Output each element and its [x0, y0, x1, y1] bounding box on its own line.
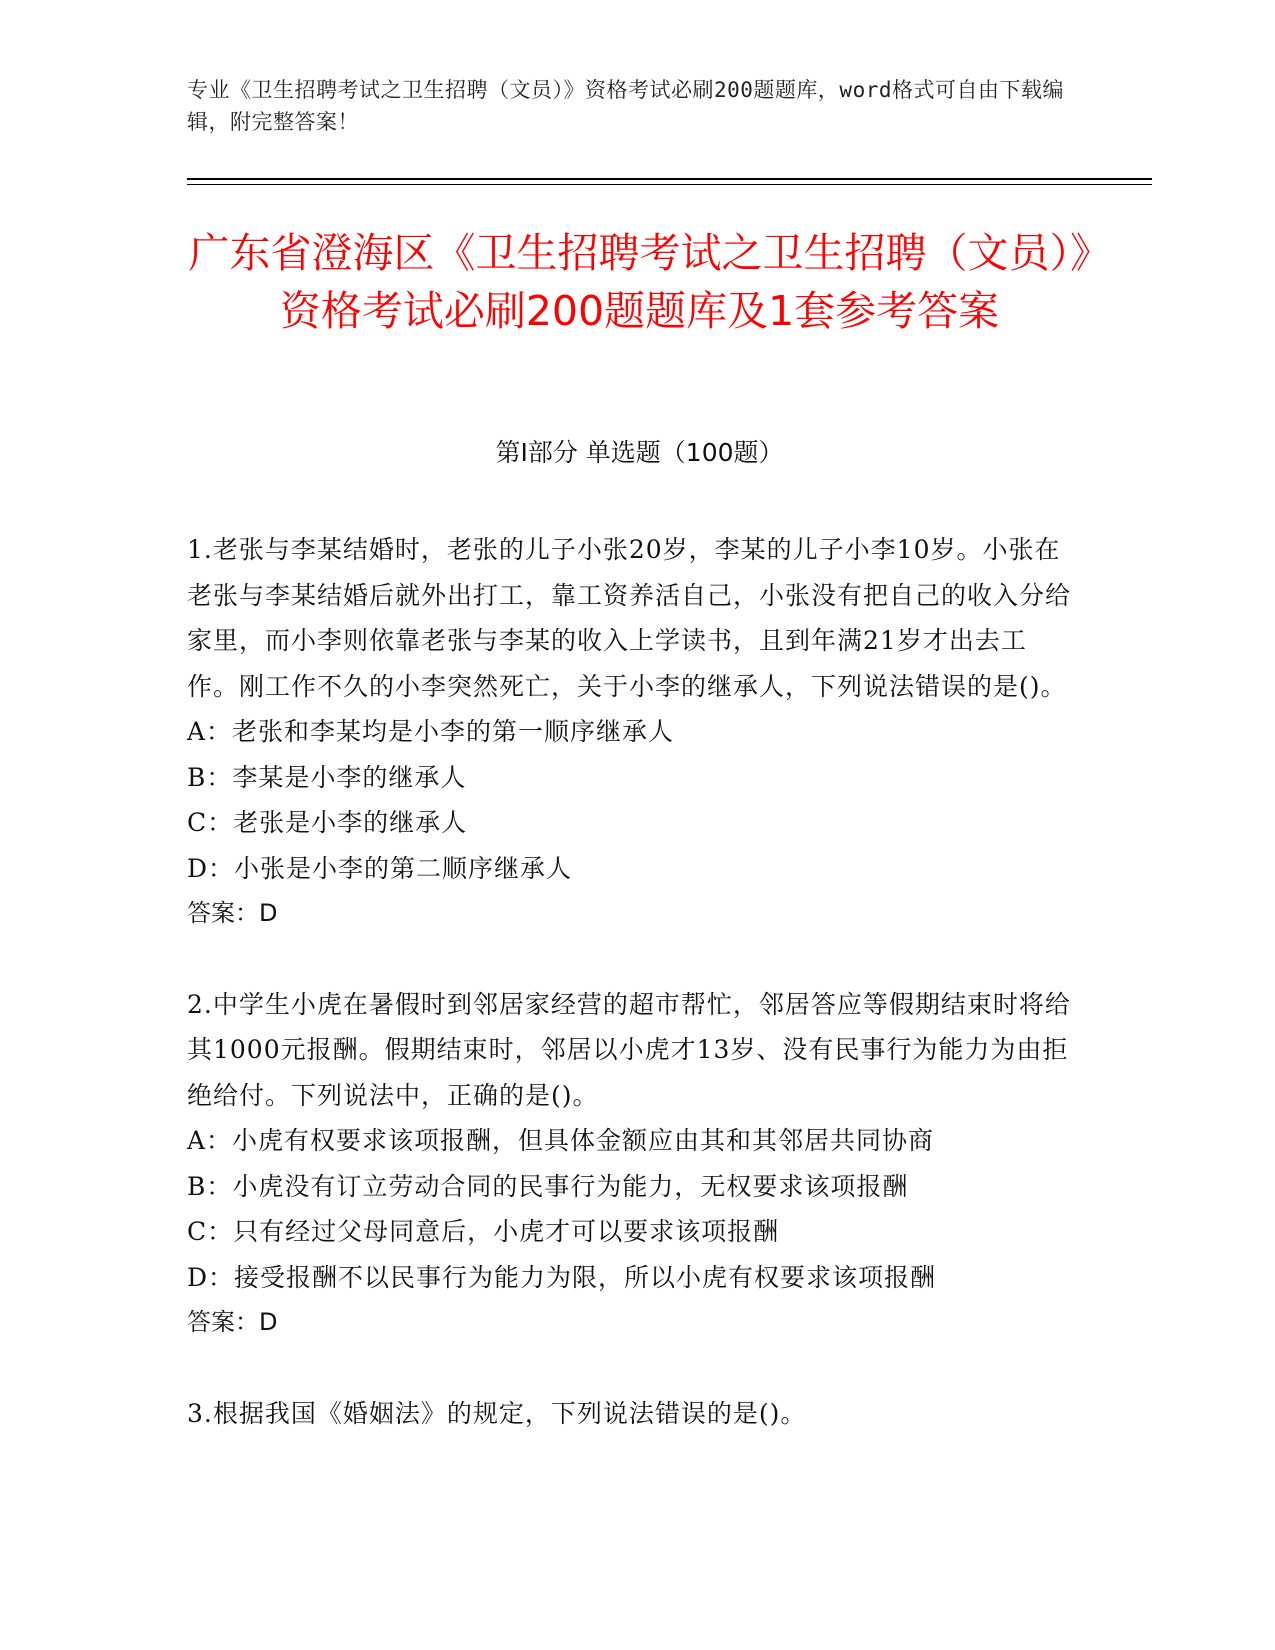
option-a: A：老张和李某均是小李的第一顺序继承人	[187, 717, 675, 746]
question-stem: 2.中学生小虎在暑假时到邻居家经营的超市帮忙，邻居答应等假期结束时将给其1000元报酬。假期结束时，邻居以小虎才13岁、没有民事行为能力为由拒绝给付。下列说法中，正确的是()。	[187, 989, 1071, 1110]
question-list	[187, 527, 1077, 1481]
option-d: D：接受报酬不以民事行为能力为限，所以小虎有权要求该项报酬	[187, 1262, 937, 1292]
option-b: B：李某是小李的继承人	[187, 762, 467, 792]
question-stem: 1.老张与李某结婚时，老张的儿子小张20岁，李某的儿子小李10岁。小张在老张与李某结婚后就外出打工，靠工资养活自己，小张没有把自己的收入分给家里，而小李则依靠老张与李某的收入上学读书，且到年满21岁才出去工作。刚工作不久的小李突然死亡，关于小李的继承人，下列说法错误的是()。	[187, 535, 1072, 701]
question-stem: 3.根据我国《婚姻法》的规定，下列说法错误的是()。	[187, 1398, 807, 1428]
answer-line: 答案：D	[187, 1308, 278, 1336]
option-c: C：老张是小李的继承人	[187, 808, 468, 837]
document-title: 广东省澄海区《卫生招聘考试之卫生招聘（文员）》资格考试必刷200题题库及1套参考答案	[188, 229, 1091, 335]
question-2	[187, 982, 1077, 1346]
option-d: D：小张是小李的第二顺序继承人	[187, 853, 573, 883]
header-divider-thick	[187, 178, 1152, 180]
option-c: C：只有经过父母同意后，小虎才可以要求该项报酬	[187, 1217, 780, 1246]
question-3	[187, 1391, 1077, 1437]
answer-line: 答案：D	[187, 899, 278, 927]
option-b: B：小虎没有订立劳动合同的民事行为能力，无权要求该项报酬	[187, 1171, 909, 1201]
question-1	[187, 527, 1077, 937]
header-note: 专业《卫生招聘考试之卫生招聘（文员）》资格考试必刷200题题库，word格式可自由下载编辑，附完整答案！	[187, 78, 1064, 134]
option-a: A：小虎有权要求该项报酬，但具体金额应由其和其邻居共同协商	[187, 1126, 935, 1155]
header-divider-thin	[187, 184, 1152, 185]
section-title: 第I部分 单选题（100题）	[495, 438, 784, 467]
